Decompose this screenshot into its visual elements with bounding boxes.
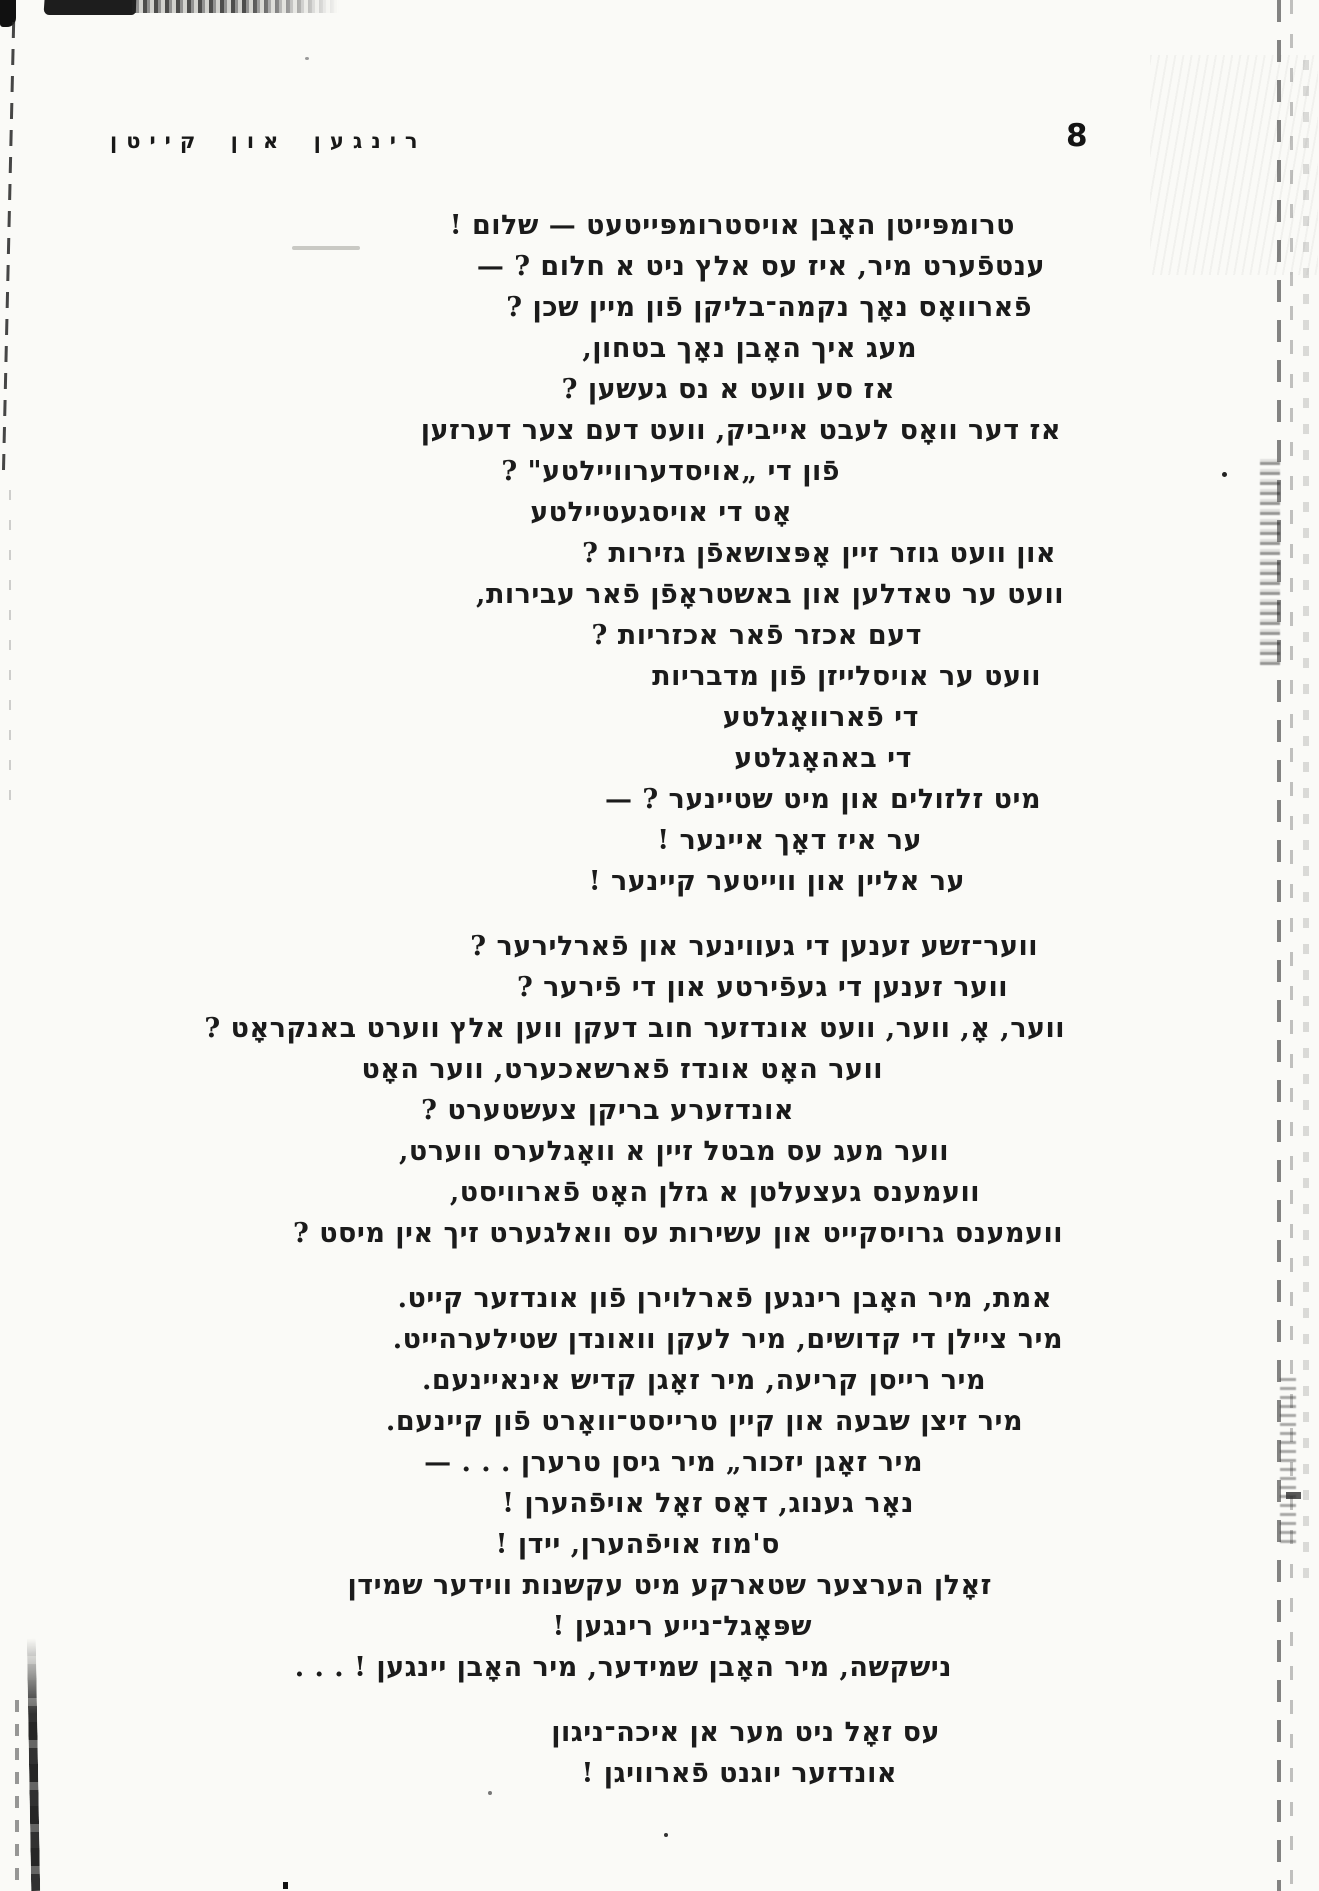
poem-line: דעם אכזר פֿאר אכזריות ? <box>591 620 922 651</box>
poem-line: פֿארוואָס נאָך נקמה־בליקן פֿון מיין שכן ? <box>506 292 1032 323</box>
poem-line: ווער, אָ, ווער, וועט אונדזער חוב דעקן ווען אלץ ווערט באנקראָט ? <box>204 1013 1065 1044</box>
scan-top-streaks-artifact <box>132 0 340 13</box>
poem-line: ער איז דאָך איינער ! <box>657 825 922 856</box>
poem-line: מיר ציילן די קדושים, מיר לעקן וואונדן שטילערהייט. <box>392 1324 1063 1355</box>
page-number: 8 <box>1066 118 1088 154</box>
poem-line: עס זאָל ניט מער אן איכה־ניגון <box>551 1717 940 1748</box>
poem-line: זאָלן הערצער שטארקע מיט עקשנות ווידער שמידן <box>347 1570 992 1601</box>
scan-speck-artifact <box>1222 472 1227 477</box>
poem <box>100 205 1065 1818</box>
poem-line: וועמענס געצעלטן א גזלן האָט פֿארוויסט, <box>449 1177 980 1208</box>
scan-speck-artifact <box>305 57 309 60</box>
poem-line: אונדזער יוגנט פֿארוויגן ! <box>581 1758 897 1789</box>
poem-line: ענטפֿערט מיר, איז עס אלץ ניט א חלום ? — <box>476 251 1045 282</box>
poem-line: פֿון די „אויסדערוויילטע" ? <box>501 456 840 487</box>
poem-line: מיר זיצן שבעה און קיין טרייסט־וואָרט פֿון קיינעם. <box>385 1406 1023 1437</box>
poem-line: ווער מעג עס מבטל זיין א וואָגלערס ווערט, <box>399 1136 949 1167</box>
scan-right-dash-artifact <box>1286 1492 1301 1499</box>
poem-line: אונדזערע בריקן צעשטערט ? <box>421 1095 794 1126</box>
scan-top-band-artifact <box>43 0 136 15</box>
scan-right-streak-artifact <box>1303 60 1309 1580</box>
poem-line: וועט ער אויסלייזן פֿון מדבריות <box>652 661 1041 692</box>
poem-line: די פֿארוואָגלטע <box>722 702 919 733</box>
poem-line: אָט די אויסגעטיילטע <box>530 497 792 528</box>
poem-line: שפּאָגל־נייע רינגען ! <box>552 1611 812 1642</box>
poem-line: מיר רייסן קריעה, מיר זאָגן קדיש אינאיינעם. <box>422 1365 986 1396</box>
poem-line: ווער זענען די געפֿירטע און די פֿירער ? <box>516 972 1008 1003</box>
poem-line: נישקשה, מיר האָבן שמידער, מיר האָבן יינגען ! . . . <box>294 1652 952 1683</box>
stanza <box>100 926 1065 1254</box>
running-title: רינגען און קייטן <box>110 128 427 153</box>
stanza <box>100 1278 1065 1688</box>
poem-line: די באהאָגלטע <box>734 743 912 774</box>
poem-line: טרומפּייטן האָבן אויסטרומפּייטעט — שלום ! <box>449 210 1015 241</box>
poem-line: מיר זאָגן יזכור„ מיר גיסן טרערן . . . — <box>424 1447 923 1478</box>
scan-bottom-left-streak-artifact <box>27 1638 40 1891</box>
scan-right-smudge-artifact <box>1280 1378 1296 1543</box>
poem-line: ס'מוז אויפֿהערן, יידן ! <box>495 1529 780 1560</box>
scan-top-right-haze-artifact <box>1150 55 1318 275</box>
scan-bottom-left-faint-streak-artifact <box>15 1700 19 1891</box>
stanza <box>100 205 1065 902</box>
scan-speck-artifact <box>664 1833 668 1837</box>
poem-line: ווער־זשע זענען די געווינער און פֿארלירער ? <box>470 931 1038 962</box>
scan-corner-blob-artifact <box>0 0 16 27</box>
poem-line: מיט זלזולים און מיט שטיינער ? — <box>604 784 1041 815</box>
scan-left-edge-line-artifact <box>2 22 15 477</box>
scan-right-streak-artifact <box>1290 0 1293 1891</box>
poem-line: וועמענס גרויסקייט און עשירות עס וואלגערט זיך אין מיסט ? <box>292 1218 1063 1249</box>
poem-line: אז סע וועט א נס געשען ? <box>561 374 895 405</box>
scan-right-smudge-artifact <box>1260 455 1280 665</box>
poem-line: אמת, מיר האָבן רינגען פֿארלוירן פֿון אונדזער קייט. <box>397 1283 1052 1314</box>
stanza <box>100 1712 1065 1794</box>
poem-line: ווער האָט אונדז פֿארשאכערט, ווער האָט <box>361 1054 883 1085</box>
scan-speck-artifact <box>283 1882 288 1889</box>
poem-line: און וועט גוזר זיין אָפּצושאפֿן גזירות ? <box>582 538 1056 569</box>
poem-line: אז דער וואָס לעבט אייביק, וועט דעם צער דערזען <box>420 415 1061 446</box>
poem-line: נאָר גענוג, דאָס זאָל אויפֿהערן ! <box>502 1488 914 1519</box>
poem-line: ער אליין און ווייטער קיינער ! <box>588 866 965 897</box>
scan-left-edge-faint-artifact <box>9 490 11 810</box>
scan-right-streak-artifact <box>1277 0 1281 1891</box>
poem-line: מעג איך האָבן נאָך בטחון, <box>582 333 917 364</box>
poem-line: וועט ער טאדלען און באשטראָפֿן פֿאר עבירות, <box>476 579 1064 610</box>
